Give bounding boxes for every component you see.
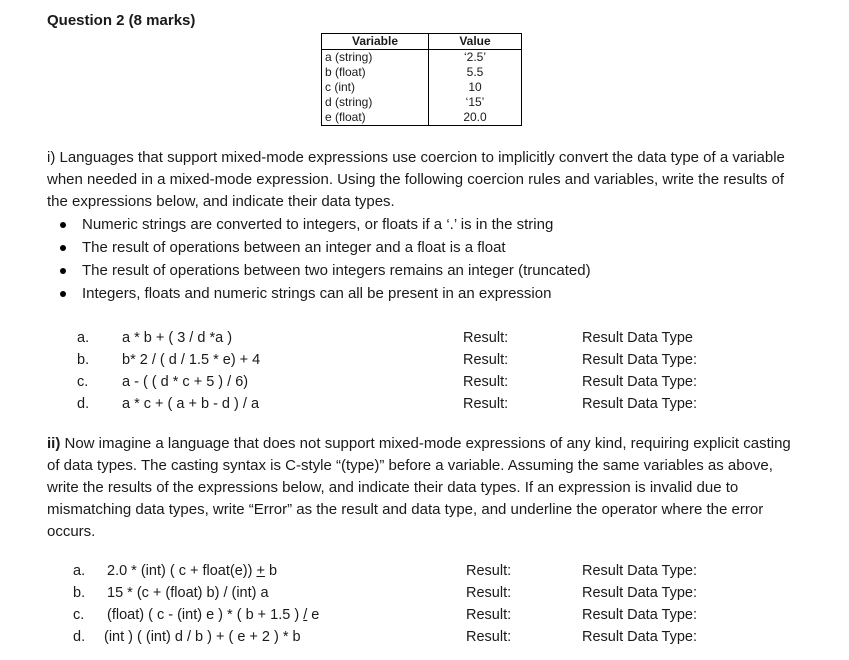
part2-expr-a	[107, 563, 277, 579]
part1-type-c: Result Data Type:	[582, 374, 697, 390]
variable-cell: c (int)	[322, 80, 429, 95]
part1-type-b: Result Data Type:	[582, 352, 697, 368]
part2-type-d: Result Data Type:	[582, 629, 697, 645]
part1-result-b: Result:	[463, 352, 509, 368]
variable-cell: a (string)	[322, 50, 429, 66]
part2-intro-text: Now imagine a language that does not support mixed-mode expressions of any kind, requiring explicit casting of data types. The casting syntax is C-style “(type)” before a variable. Assuming the same variables as above, write the results of the expressions below, and indicate their data types. If an expression is invalid due to mismatching data types, write “Error” as the result and data type, and underline the operator where the error occurs.	[47, 435, 791, 540]
expr-text: 15 * (c + (float) b) / (int) a	[107, 585, 269, 601]
part2-label-a: a.	[73, 563, 86, 579]
part2-heading: ii)	[47, 435, 61, 452]
part1-expr-a: a * b + ( 3 / d *a )	[122, 330, 233, 346]
part2-expr-c	[107, 607, 319, 623]
question-title: Question 2 (8 marks)	[47, 12, 196, 29]
list-item: Integers, floats and numeric strings can all be present in an expression	[57, 283, 591, 306]
table-row	[322, 50, 522, 66]
part2-result-d: Result:	[466, 629, 512, 645]
part1-label-b: b.	[77, 352, 90, 368]
value-cell: 20.0	[429, 110, 522, 126]
expr-text: e	[307, 607, 320, 623]
part1-result-d: Result:	[463, 396, 509, 412]
part2-type-a: Result Data Type:	[582, 563, 697, 579]
part2-label-b: b.	[73, 585, 86, 601]
list-item: The result of operations between two integers remains an integer (truncated)	[57, 260, 591, 283]
error-operator: /	[303, 607, 308, 623]
part2-label-c: c.	[73, 607, 85, 623]
part2-type-c: Result Data Type:	[582, 607, 697, 623]
part1-label-d: d.	[77, 396, 90, 412]
part1-type-a: Result Data Type	[582, 330, 693, 346]
part1-intro: i) Languages that support mixed-mode expressions use coercion to implicitly convert the data type of a variable when needed in a mixed-mode expression. Using the following coercion rules and variables, write the results of the expressions below, and indicate their data types.	[47, 149, 785, 210]
variable-cell: b (float)	[322, 65, 429, 80]
part1-label-c: c.	[77, 374, 89, 390]
expr-text: b	[264, 563, 278, 579]
expr-text: 2.0 * (int) ( c + float(e))	[107, 563, 257, 579]
expr-text: (float) ( c - (int) e ) * ( b + 1.5 )	[107, 607, 304, 623]
table-header-variable: Variable	[322, 34, 429, 50]
part2-result-b: Result:	[466, 585, 512, 601]
value-cell: ‘2.5’	[429, 50, 522, 66]
part2-label-d: d.	[73, 629, 86, 645]
variable-cell: d (string)	[322, 95, 429, 110]
part2-intro	[47, 433, 807, 543]
part1-expr-d: a * c + ( a + b - d ) / a	[122, 396, 260, 412]
table-row	[322, 80, 522, 95]
part2-result-a: Result:	[466, 563, 512, 579]
part1-result-c: Result:	[463, 374, 509, 390]
expr-text: (int ) ( (int) d / b ) + ( e + 2 ) * b	[104, 629, 301, 645]
table-row	[322, 110, 522, 126]
table-header-value: Value	[429, 34, 522, 50]
value-cell: 5.5	[429, 65, 522, 80]
value-cell: 10	[429, 80, 522, 95]
part1-label-a: a.	[77, 330, 90, 346]
variables-table	[321, 33, 522, 126]
part2-result-c: Result:	[466, 607, 512, 623]
part1-expr-b: b* 2 / ( d / 1.5 * e) + 4	[122, 352, 261, 368]
list-item: The result of operations between an integer and a float is a float	[57, 237, 591, 260]
coercion-rules-list	[57, 214, 591, 306]
table-row	[322, 65, 522, 80]
part2-expr-b	[107, 585, 269, 601]
part1-expr-c: a - ( ( d * c + 5 ) / 6)	[122, 374, 249, 390]
part1-result-a: Result:	[463, 330, 509, 346]
part1-type-d: Result Data Type:	[582, 396, 697, 412]
list-item: Numeric strings are converted to integers, or floats if a ‘.’ is in the string	[57, 214, 591, 237]
error-operator: +	[256, 563, 265, 579]
part2-expr-d	[104, 629, 301, 645]
part2-type-b: Result Data Type:	[582, 585, 697, 601]
variable-cell: e (float)	[322, 110, 429, 126]
table-row	[322, 95, 522, 110]
value-cell: ‘15’	[429, 95, 522, 110]
